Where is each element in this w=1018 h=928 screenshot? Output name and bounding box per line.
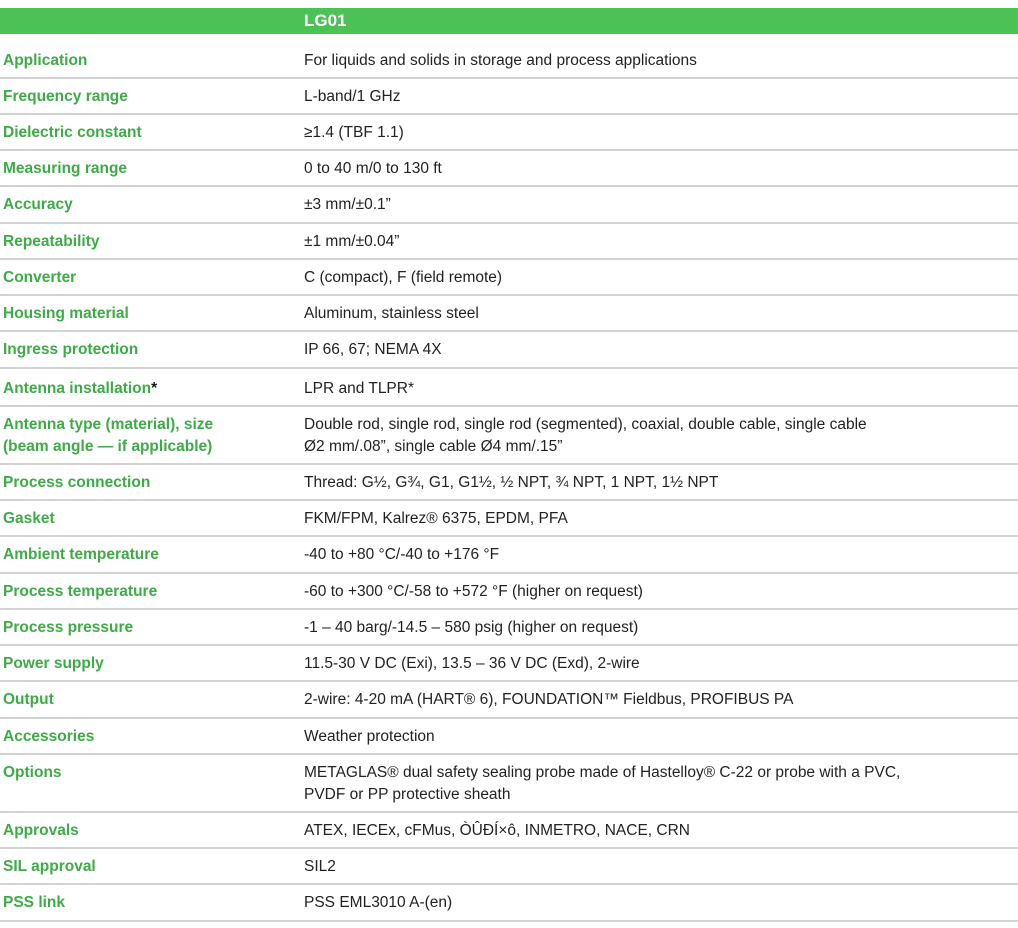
row-value [304,762,1004,806]
row-value: FKM/FPM, Kalrez® 6375, EPDM, PFA [304,510,568,527]
spec-row-process-temperature [0,574,1018,610]
row-label-line-2: (beam angle — if applicable) [3,438,213,455]
row-value-line-1: METAGLAS® dual safety sealing probe made of Hastelloy® C-22 or probe with a PVC, [304,764,901,781]
row-label: Repeatability [3,233,100,250]
row-label: Process pressure [3,619,134,636]
spec-row-accessories [0,719,1018,755]
spec-row-power-supply [0,646,1018,682]
spec-row-sil-approval [0,849,1018,885]
table-header [0,8,1018,34]
row-value-line-2: PVDF or PP protective sheath [304,786,511,803]
row-value: 0 to 40 m/0 to 130 ft [304,160,442,177]
row-label: Power supply [3,655,104,672]
spec-row-process-pressure [0,610,1018,646]
row-value: PSS EML3010 A-(en) [304,894,453,911]
spec-row-ambient-temperature [0,537,1018,574]
row-label-line-1: Antenna type (material), size [3,416,214,433]
row-value: C (compact), F (field remote) [304,269,503,286]
spec-row-approvals [0,813,1018,849]
row-value: 11.5-30 V DC (Exi), 13.5 – 36 V DC (Exd), 2-wire [304,655,640,672]
row-label: Application [3,52,88,69]
row-label: SIL approval [3,858,96,875]
spec-row-process-connection [0,465,1018,501]
row-value: SIL2 [304,858,336,875]
row-label-text: Antenna installation [3,380,152,397]
spec-row-measuring-range [0,151,1018,187]
spec-row-accuracy [0,187,1018,224]
spec-row-application [0,42,1018,79]
row-label: Approvals [3,822,79,839]
spec-row-options [0,755,1018,813]
row-label: Ambient temperature [3,546,159,563]
row-value: IP 66, 67; NEMA 4X [304,341,442,358]
row-value [304,414,1004,458]
row-value: Thread: G½, G¾, G1, G1½, ½ NPT, ¾ NPT, 1 NPT, 1½ NPT [304,474,719,491]
spec-row-gasket [0,501,1018,537]
row-value: For liquids and solids in storage and process applications [304,52,697,69]
row-value: L-band/1 GHz [304,88,401,105]
row-label: Housing material [3,305,129,322]
row-label [3,378,293,400]
row-label [3,414,293,458]
row-label: Dielectric constant [3,124,142,141]
row-value: ATEX, IECEx, cFMus, ÒÛĐÍ×ô, INMETRO, NACE, CRN [304,822,690,839]
row-label: Output [3,691,54,708]
spec-row-output [0,682,1018,719]
row-value: Aluminum, stainless steel [304,305,479,322]
row-label: Process connection [3,474,151,491]
spec-row-housing-material [0,296,1018,332]
row-value-line-2: Ø2 mm/.08”, single cable Ø4 mm/.15” [304,438,563,455]
row-value: ±3 mm/±0.1” [304,196,391,213]
row-value: 2-wire: 4-20 mA (HART® 6), FOUNDATION™ Fieldbus, PROFIBUS PA [304,691,794,708]
row-value-line-1: Double rod, single rod, single rod (segmented), coaxial, double cable, single cable [304,416,867,433]
spec-row-ingress-protection [0,332,1018,369]
spec-row-antenna-installation [0,369,1018,407]
product-title: LG01 [304,11,347,30]
row-value: LPR and TLPR* [304,380,414,397]
row-label: Converter [3,269,77,286]
row-label: Ingress protection [3,341,139,358]
spec-row-antenna-type [0,407,1018,465]
row-value: -1 – 40 barg/-14.5 – 580 psig (higher on request) [304,619,639,636]
row-value: Weather protection [304,728,435,745]
row-value: -40 to +80 °C/-40 to +176 °F [304,546,500,563]
row-label: Options [3,764,62,781]
spec-row-pss-link [0,885,1018,922]
spec-row-frequency-range [0,79,1018,115]
row-value: ±1 mm/±0.04” [304,233,400,250]
row-label: Accuracy [3,196,73,213]
row-label: Gasket [3,510,55,527]
row-value: ≥1.4 (TBF 1.1) [304,124,404,141]
row-label: Measuring range [3,160,128,177]
row-label: PSS link [3,894,66,911]
footnote-marker: * [151,380,158,397]
spec-row-repeatability [0,224,1018,260]
row-label: Accessories [3,728,95,745]
spec-row-dielectric-constant [0,115,1018,151]
row-label: Process temperature [3,583,158,600]
row-value: -60 to +300 °C/-58 to +572 °F (higher on request) [304,583,643,600]
spec-row-converter [0,260,1018,296]
row-label: Frequency range [3,88,128,105]
